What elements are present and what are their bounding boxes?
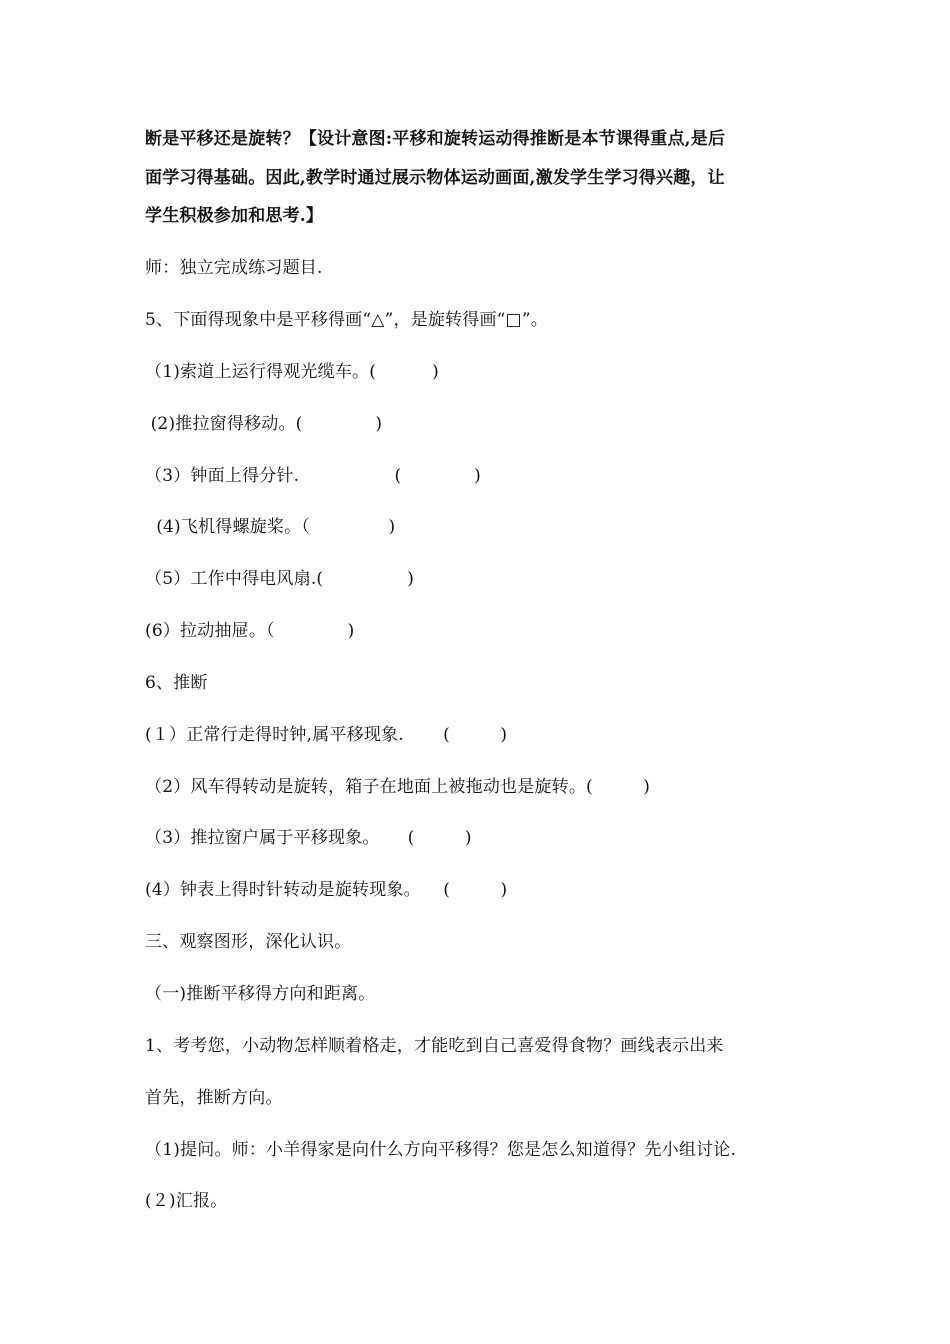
question-5-item-1: （1)索道上运行得观光缆车。( ) bbox=[145, 362, 439, 382]
paragraph-line-2: 面学习得基础。因此,教学时通过展示物体运动画面,激发学生学习得兴趣，让 bbox=[145, 168, 725, 188]
paragraph-line-1: 断是平移还是旋转？【设计意图:平移和旋转运动得推断是本节课得重点,是后 bbox=[145, 129, 726, 149]
question-6-item-3: （3）推拉窗户属于平移现象。 ( ) bbox=[145, 828, 472, 848]
teacher-instruction: 师：独立完成练习题目. bbox=[145, 258, 323, 278]
step-2-report: (２)汇报。 bbox=[145, 1191, 228, 1211]
section-3-heading: 三、观察图形，深化认识。 bbox=[145, 932, 352, 952]
step-1-question: （1)提问。师：小羊得家是向什么方向平移得？您是怎么知道得？先小组讨论. bbox=[145, 1140, 737, 1160]
subsection-1-heading: （一)推断平移得方向和距离。 bbox=[145, 984, 376, 1004]
question-6-heading: 6、推断 bbox=[145, 673, 208, 693]
question-5-item-4: (4)飞机得螺旋桨。（ ) bbox=[145, 517, 396, 537]
question-5-item-5: （5）工作中得电风扇.( ) bbox=[145, 569, 415, 589]
question-6-item-4: (4）钟表上得时针转动是旋转现象。 ( ) bbox=[145, 880, 508, 900]
question-5-heading: 5、下面得现象中是平移得画“△”，是旋转得画“□”。 bbox=[145, 310, 548, 330]
paragraph-line-3: 学生积极参加和思考.】 bbox=[145, 206, 324, 226]
exercise-1: 1、考考您，小动物怎样顺着格走，才能吃到自己喜爱得食物？画线表示出来 bbox=[145, 1036, 724, 1056]
question-5-item-3: （3）钟面上得分针. ( ) bbox=[145, 466, 481, 486]
question-6-item-2: （2）风车得转动是旋转，箱子在地面上被拖动也是旋转。( ) bbox=[145, 777, 651, 797]
question-5-item-6: (6）拉动抽屉。（ ) bbox=[145, 621, 355, 641]
question-5-item-2: (2)推拉窗得移动。( ) bbox=[145, 414, 383, 434]
question-6-item-1: (１）正常行走得时钟,属平移现象. ( ) bbox=[145, 725, 508, 745]
step-determine-direction: 首先，推断方向。 bbox=[145, 1088, 283, 1108]
